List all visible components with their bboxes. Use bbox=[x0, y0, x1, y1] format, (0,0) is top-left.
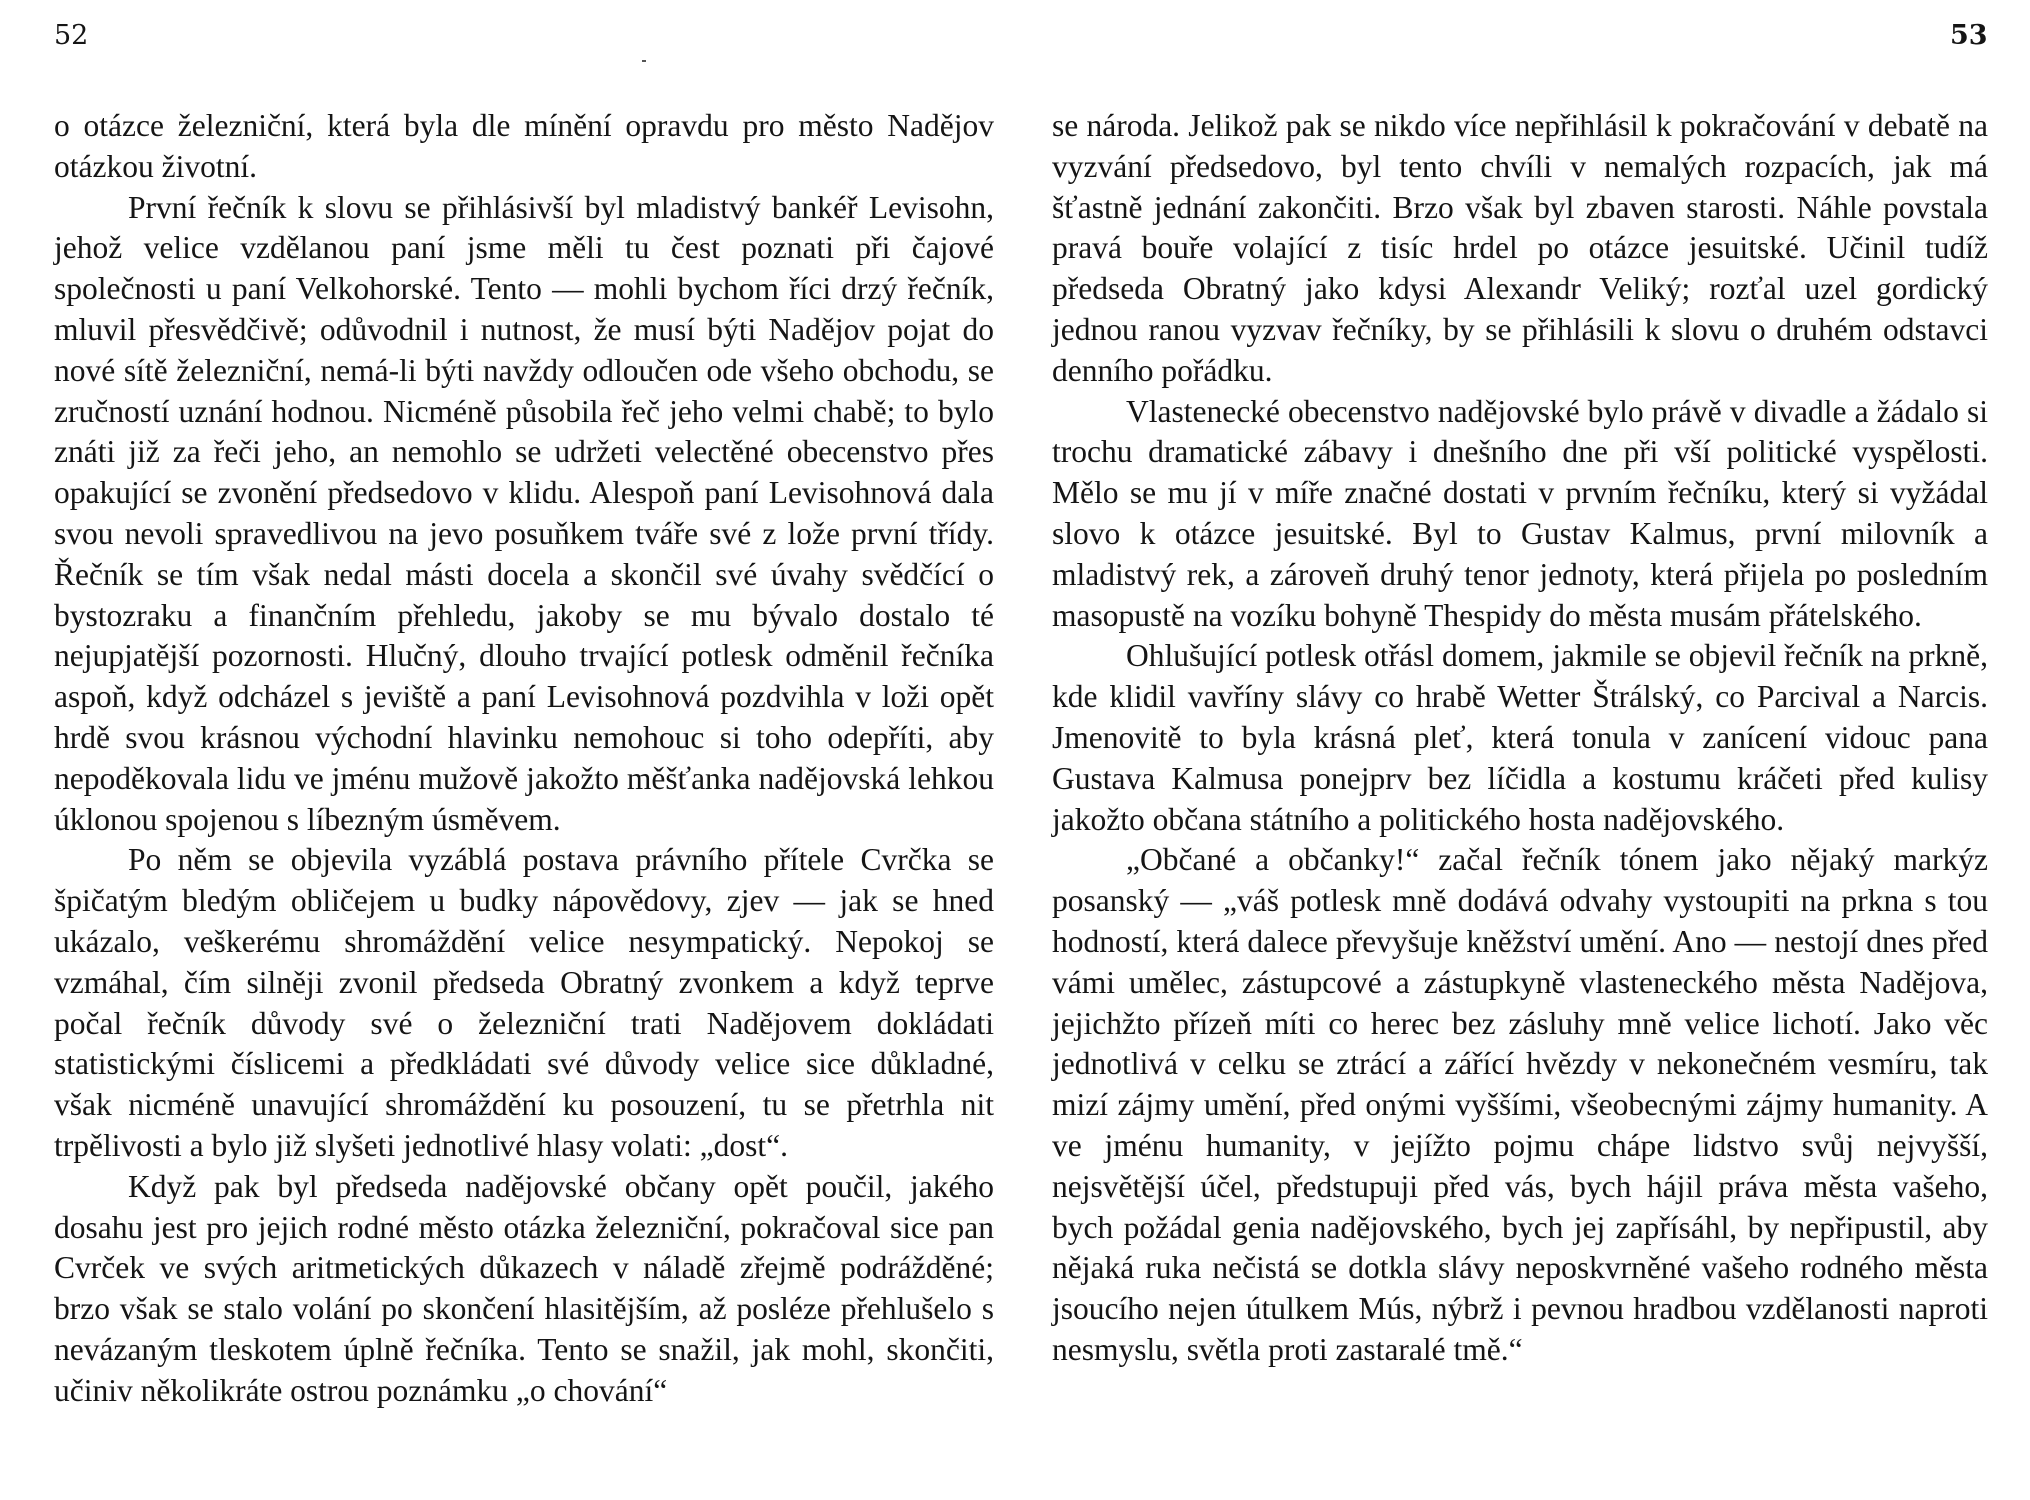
paragraph: Ohlušující potlesk otřásl domem, jakmile se objevil řečník na prkně, kde klidil vavříny slávy co hrabě Wetter Štrálský, co Parcival a Narcis. Jmenovitě to byla krásná pleť, která tonula v zanícení vidouc pana Gustava Kalmusa ponejprv bez líčidla a kostumu kráčeti před kulisy jakožto občana státního a politického hosta nadějovského. bbox=[1052, 638, 1988, 837]
paragraph: Vlastenecké obecenstvo nadějovské bylo právě v divadle a žádalo si trochu dramatické zábavy i dnešního dne při vší politické vyspělosti. Mělo se mu jí v míře značné dostati v prvním řečníku, který si vyžádal slovo k otázce jesuitské. Byl to Gustav Kalmus, první milovník a mladistvý rek, a zároveň druhý tenor jednoty, která přijela po posledním masopustě na vozíku bohyně Thespidy do města musám přátelského. bbox=[1052, 393, 1988, 633]
right-page-number: 53 bbox=[1950, 20, 1988, 51]
paragraph: o otázce železniční, která byla dle mínění opravdu pro město Nadějov otázkou životní. bbox=[54, 108, 994, 184]
left-page-column bbox=[54, 106, 994, 1456]
paragraph: Po něm se objevila vyzáblá postava právního přítele Cvrčka se špičatým bledým obličejem u budky nápovědovy, zjev — jak se hned ukázalo, veškerému shromáždění velice nesympatický. Nepokoj se vzmáhal, čím silněji zvonil předseda Obratný zvonkem a když teprve počal řečník důvody své o železniční trati Nadějovem dokládati statistickými číslicemi a předkládati své důvody velice sice důkladné, však nicméně unavující shromáždění ku posouzení, tu se přetrhla nit trpělivosti a bylo již slyšeti jednotlivé hlasy volati: „dost“. bbox=[54, 842, 994, 1163]
paragraph: Když pak byl předseda nadějovské občany opět poučil, jakého dosahu jest pro jejich rodné město otázka železniční, pokračoval sice pan Cvrček ve svých aritmetických důkazech v náladě zřejmě podrážděné; brzo však se stalo volání po skončení hlasitějším, až posléze přehlušelo s nevázaným tleskotem úplně řečníka. Tento se snažil, jak mohl, skončiti, učiniv několikráte ostrou poznámku „o chování“ bbox=[54, 1168, 994, 1408]
paragraph: se národa. Jelikož pak se nikdo více nepřihlásil k pokračování v debatě na vyzvání předsedovo, byl tento chvíli v nemalých rozpacích, jak má šťastně jednání zakončiti. Brzo však byl zbaven starosti. Náhle povstala pravá bouře volající z tisíc hrdel po otázce jesuitské. Učinil tudíž předseda Obratný jako kdysi Alexandr Veliký; rozťal uzel gordický jednou ranou vyzvav řečníky, by se přihlásili k slovu o druhém odstavci denního pořádku. bbox=[1052, 108, 1988, 388]
paragraph: První řečník k slovu se přihlásivší byl mladistvý bankéř Levisohn, jehož velice vzdělanou paní jsme měli tu čest poznati při čajové společnosti u paní Velkohorské. Tento — mohli bychom říci drzý řečník, mluvil přesvědčivě; odůvodnil i nutnost, že musí býti Nadějov pojat do nové sítě železniční, nemá-li býti navždy odloučen ode všeho obchodu, se zručností uznání hodnou. Nicméně působila řeč jeho velmi chabě; to bylo znáti již za řeči jeho, an nemohlo se udržeti velectěné obecenstvo přes opakující se zvonění předsedovo v klidu. Alespoň paní Levisohnová dala svou nevoli spravedlivou na jevo posuňkem tváře své z lože první třídy. Řečník se tím však nedal másti docela a skončil své úvahy svědčící o bystozraku a finančním přehledu, jakoby se mu bývalo dostalo té nejupjatější pozornosti. Hlučný, dlouho trvající potlesk odměnil řečníka aspoň, když odcházel s jeviště a paní Levisohnová pozdvihla v loži opět hrdě svou krásnou východní hlavinku nemohouc si toho odepříti, aby nepoděkovala lidu ve jménu mužově jakožto měšťanka nadějovská lehkou úklonou spojenou s líbezným úsměvem. bbox=[54, 189, 994, 837]
speck-mark bbox=[642, 60, 646, 62]
right-page-column bbox=[1052, 106, 1988, 1456]
paragraph: „Občané a občanky!“ začal řečník tónem jako nějaký markýz posanský — „váš potlesk mně dodává odvahy vystoupiti na prkna s tou hodností, která dalece převyšuje kněžství umění. Ano — nestojí dnes před vámi umělec, zástupcové a zástupkyně vlasteneckého města Nadějova, jejichžto přízeň míti co herec bez zásluhy mně velice lichotí. Jako věc jednotlivá v celku se ztrácí a zářící hvězdy v nekonečném vesmíru, tak mizí zájmy umění, před onými vyššími, všeobecnými zájmy humanity. A ve jménu humanity, v jejížto pojmu chápe lidstvo svůj nejvyšší, nejsvětější účel, předstupuji před vás, bych hájil práva města vašeho, bych požádal genia nadějovského, bych jej zapřísáhl, by nepřipustil, aby nějaká ruka nečistá se dotkla slávy neposkvrněné vašeho rodného města jsoucího nejen útulkem Mús, nýbrž i pevnou hradbou vzdělanosti naproti nesmyslu, světla proti zastaralé tmě.“ bbox=[1052, 842, 1988, 1367]
left-page-number: 52 bbox=[54, 20, 89, 51]
